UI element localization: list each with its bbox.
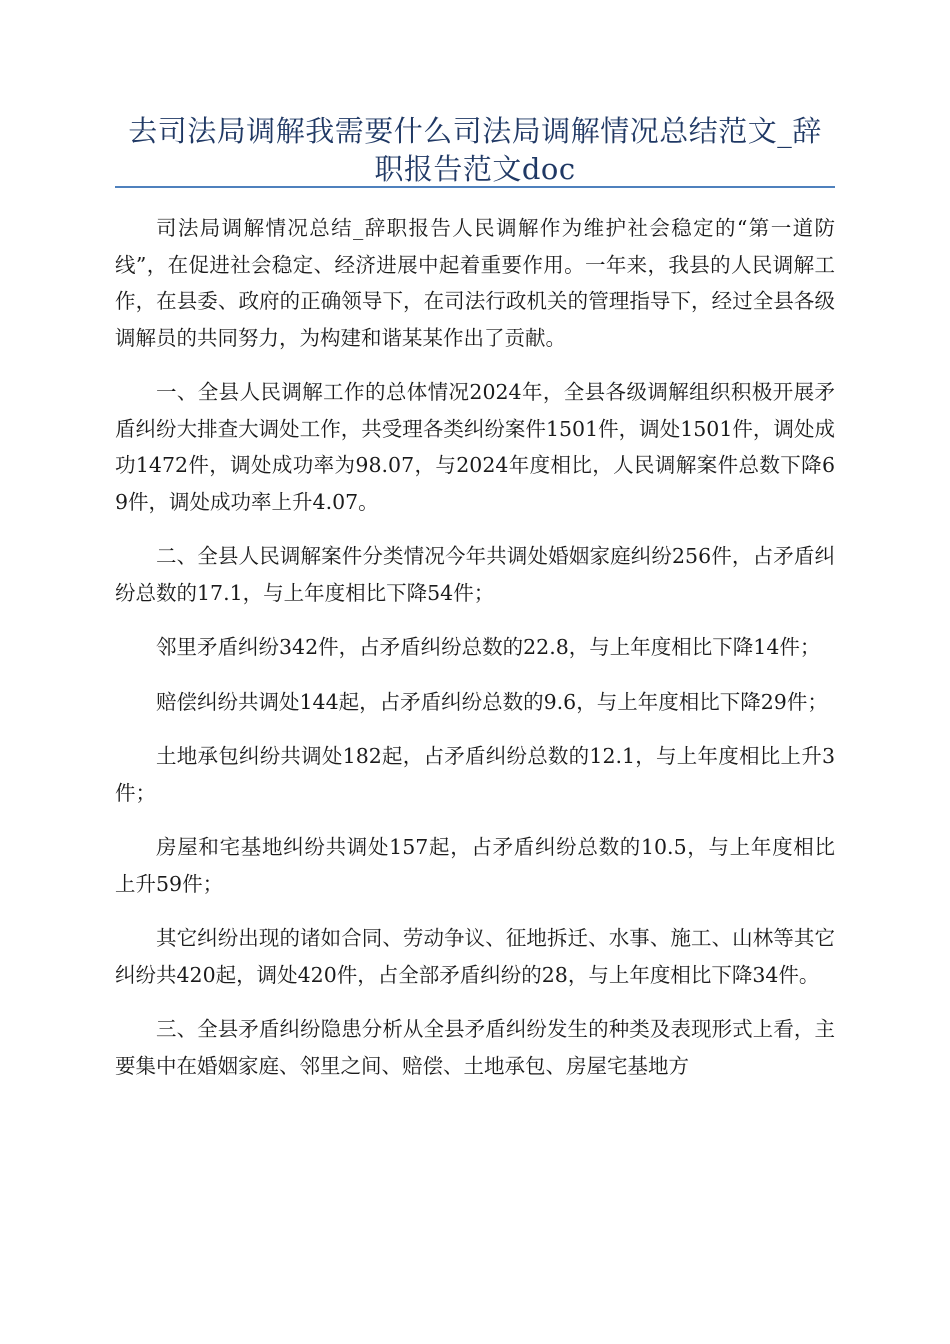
paragraph: 邻里矛盾纠纷342件，占矛盾纠纷总数的22.8，与上年度相比下降14件； bbox=[156, 635, 821, 659]
paragraph: 房屋和宅基地纠纷共调处157起，占矛盾纠纷总数的10.5，与上年度相比上升59件； bbox=[115, 835, 835, 896]
paragraph: 赔偿纠纷共调处144起，占矛盾纠纷总数的9.6，与上年度相比下降29件； bbox=[156, 689, 828, 714]
paragraph: 一、全县人民调解工作的总体情况2024年，全县各级调解组织积极开展矛盾纠纷大排查大调处工作，共受理各类纠纷案件1501件，调处1501件，调处成功1472件，调处成功率为98.07，与2024年度相比，人民调解案件总数下降69件，调处成功率上升4.07。 bbox=[115, 380, 835, 514]
paragraph: 土地承包纠纷共调处182起，占矛盾纠纷总数的12.1，与上年度相比上升3件； bbox=[115, 744, 835, 805]
paragraph: 其它纠纷出现的诸如合同、劳动争议、征地拆迁、水事、施工、山林等其它纠纷共420起，调处420件，占全部矛盾纠纷的28，与上年度相比下降34件。 bbox=[115, 926, 835, 987]
document-title: 去司法局调解我需要什么司法局调解情况总结范文_辞职报告范文doc bbox=[128, 114, 822, 186]
document-body bbox=[115, 210, 835, 1102]
title-block bbox=[115, 112, 835, 188]
paragraph: 司法局调解情况总结_辞职报告人民调解作为维护社会稳定的“第一道防线”，在促进社会稳定、经济进展中起着重要作用。一年来，我县的人民调解工作，在县委、政府的正确领导下，在司法行政机关的管理指导下，经过全县各级调解员的共同努力，为构建和谐某某作出了贡献。 bbox=[115, 216, 835, 350]
paragraph: 三、全县矛盾纠纷隐患分析从全县矛盾纠纷发生的种类及表现形式上看，主要集中在婚姻家庭、邻里之间、赔偿、土地承包、房屋宅基地方 bbox=[115, 1017, 835, 1078]
paragraph: 二、全县人民调解案件分类情况今年共调处婚姻家庭纠纷256件，占矛盾纠纷总数的17.1，与上年度相比下降54件； bbox=[115, 544, 835, 605]
title-divider bbox=[115, 186, 835, 188]
